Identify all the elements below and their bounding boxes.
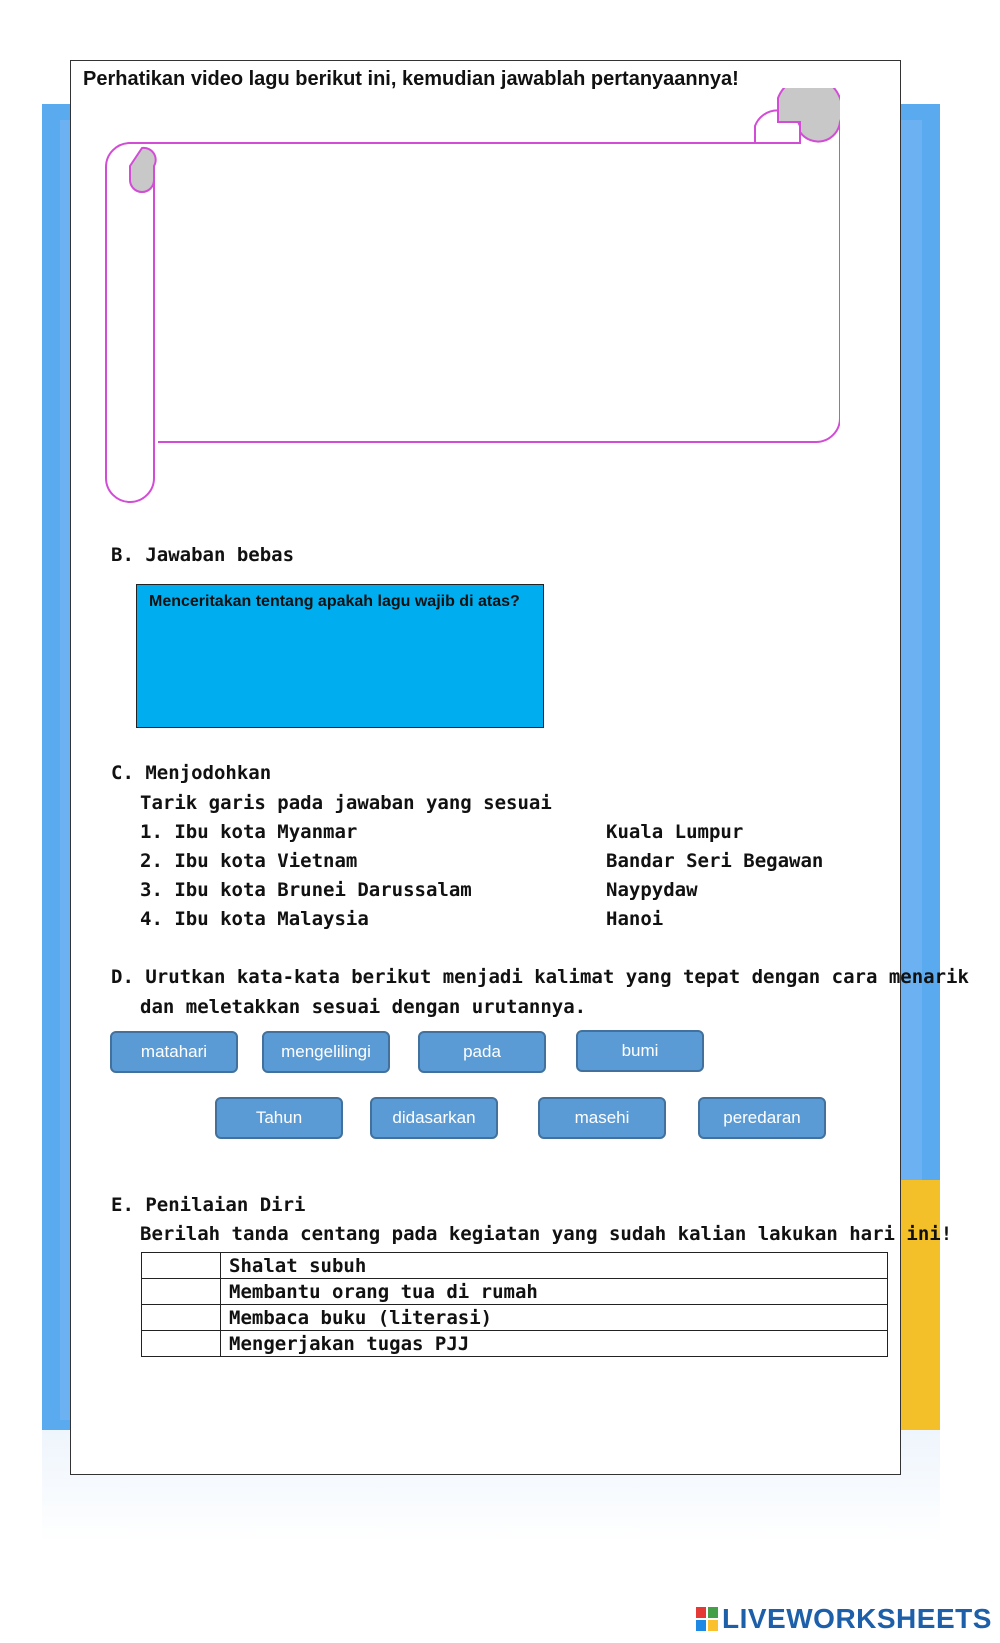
- activity-label: Mengerjakan tugas PJJ: [221, 1331, 888, 1357]
- logo-text: LIVEWORKSHEETS: [722, 1603, 992, 1634]
- checkbox-cell[interactable]: [142, 1331, 221, 1357]
- word-tile[interactable]: mengelilingi: [262, 1031, 390, 1073]
- activity-label: Shalat subuh: [221, 1253, 888, 1279]
- checkbox-cell[interactable]: [142, 1305, 221, 1331]
- match-left-item[interactable]: 4. Ibu kota Malaysia: [140, 908, 369, 930]
- self-assessment-table: [141, 1252, 888, 1357]
- match-right-item[interactable]: Bandar Seri Begawan: [606, 850, 824, 872]
- word-tile[interactable]: peredaran: [698, 1097, 826, 1139]
- table-row: [142, 1331, 888, 1357]
- section-e-title: E. Penilaian Diri: [111, 1194, 306, 1216]
- activity-label: Membantu orang tua di rumah: [221, 1279, 888, 1305]
- liveworksheets-logo[interactable]: [696, 1603, 992, 1635]
- match-left-item[interactable]: 1. Ibu kota Myanmar: [140, 821, 358, 843]
- table-row: [142, 1305, 888, 1331]
- word-tile[interactable]: masehi: [538, 1097, 666, 1139]
- answer-question: Menceritakan tentang apakah lagu wajib di atas?: [149, 593, 520, 610]
- word-tile[interactable]: matahari: [110, 1031, 238, 1073]
- background-accent: [900, 1180, 940, 1440]
- checkbox-cell[interactable]: [142, 1279, 221, 1305]
- word-tile[interactable]: pada: [418, 1031, 546, 1073]
- checkbox-cell[interactable]: [142, 1253, 221, 1279]
- answer-box[interactable]: [136, 584, 544, 728]
- logo-icon: [696, 1607, 718, 1631]
- table-row: [142, 1253, 888, 1279]
- page-heading: Perhatikan video lagu berikut ini, kemudian jawablah pertanyaannya!: [83, 68, 739, 90]
- word-tile[interactable]: didasarkan: [370, 1097, 498, 1139]
- match-right-item[interactable]: Hanoi: [606, 908, 664, 930]
- section-c-title: C. Menjodohkan: [111, 762, 272, 784]
- activity-label: Membaca buku (literasi): [221, 1305, 888, 1331]
- table-row: [142, 1279, 888, 1305]
- section-b-title: B. Jawaban bebas: [111, 544, 295, 566]
- video-scroll-frame[interactable]: [100, 88, 840, 508]
- section-d-title-cont: dan meletakkan sesuai dengan urutannya.: [140, 996, 587, 1018]
- match-right-item[interactable]: Naypydaw: [606, 879, 698, 901]
- word-tile[interactable]: bumi: [576, 1030, 704, 1072]
- section-c-instruction: Tarik garis pada jawaban yang sesuai: [140, 792, 552, 814]
- match-left-item[interactable]: 3. Ibu kota Brunei Darussalam: [140, 879, 472, 901]
- word-tile[interactable]: Tahun: [215, 1097, 343, 1139]
- match-right-item[interactable]: Kuala Lumpur: [606, 821, 744, 843]
- section-d-title: D. Urutkan kata-kata berikut menjadi kalimat yang tepat dengan cara menarik: [111, 966, 969, 988]
- section-e-instruction: Berilah tanda centang pada kegiatan yang sudah kalian lakukan hari ini!: [140, 1223, 953, 1245]
- match-left-item[interactable]: 2. Ibu kota Vietnam: [140, 850, 358, 872]
